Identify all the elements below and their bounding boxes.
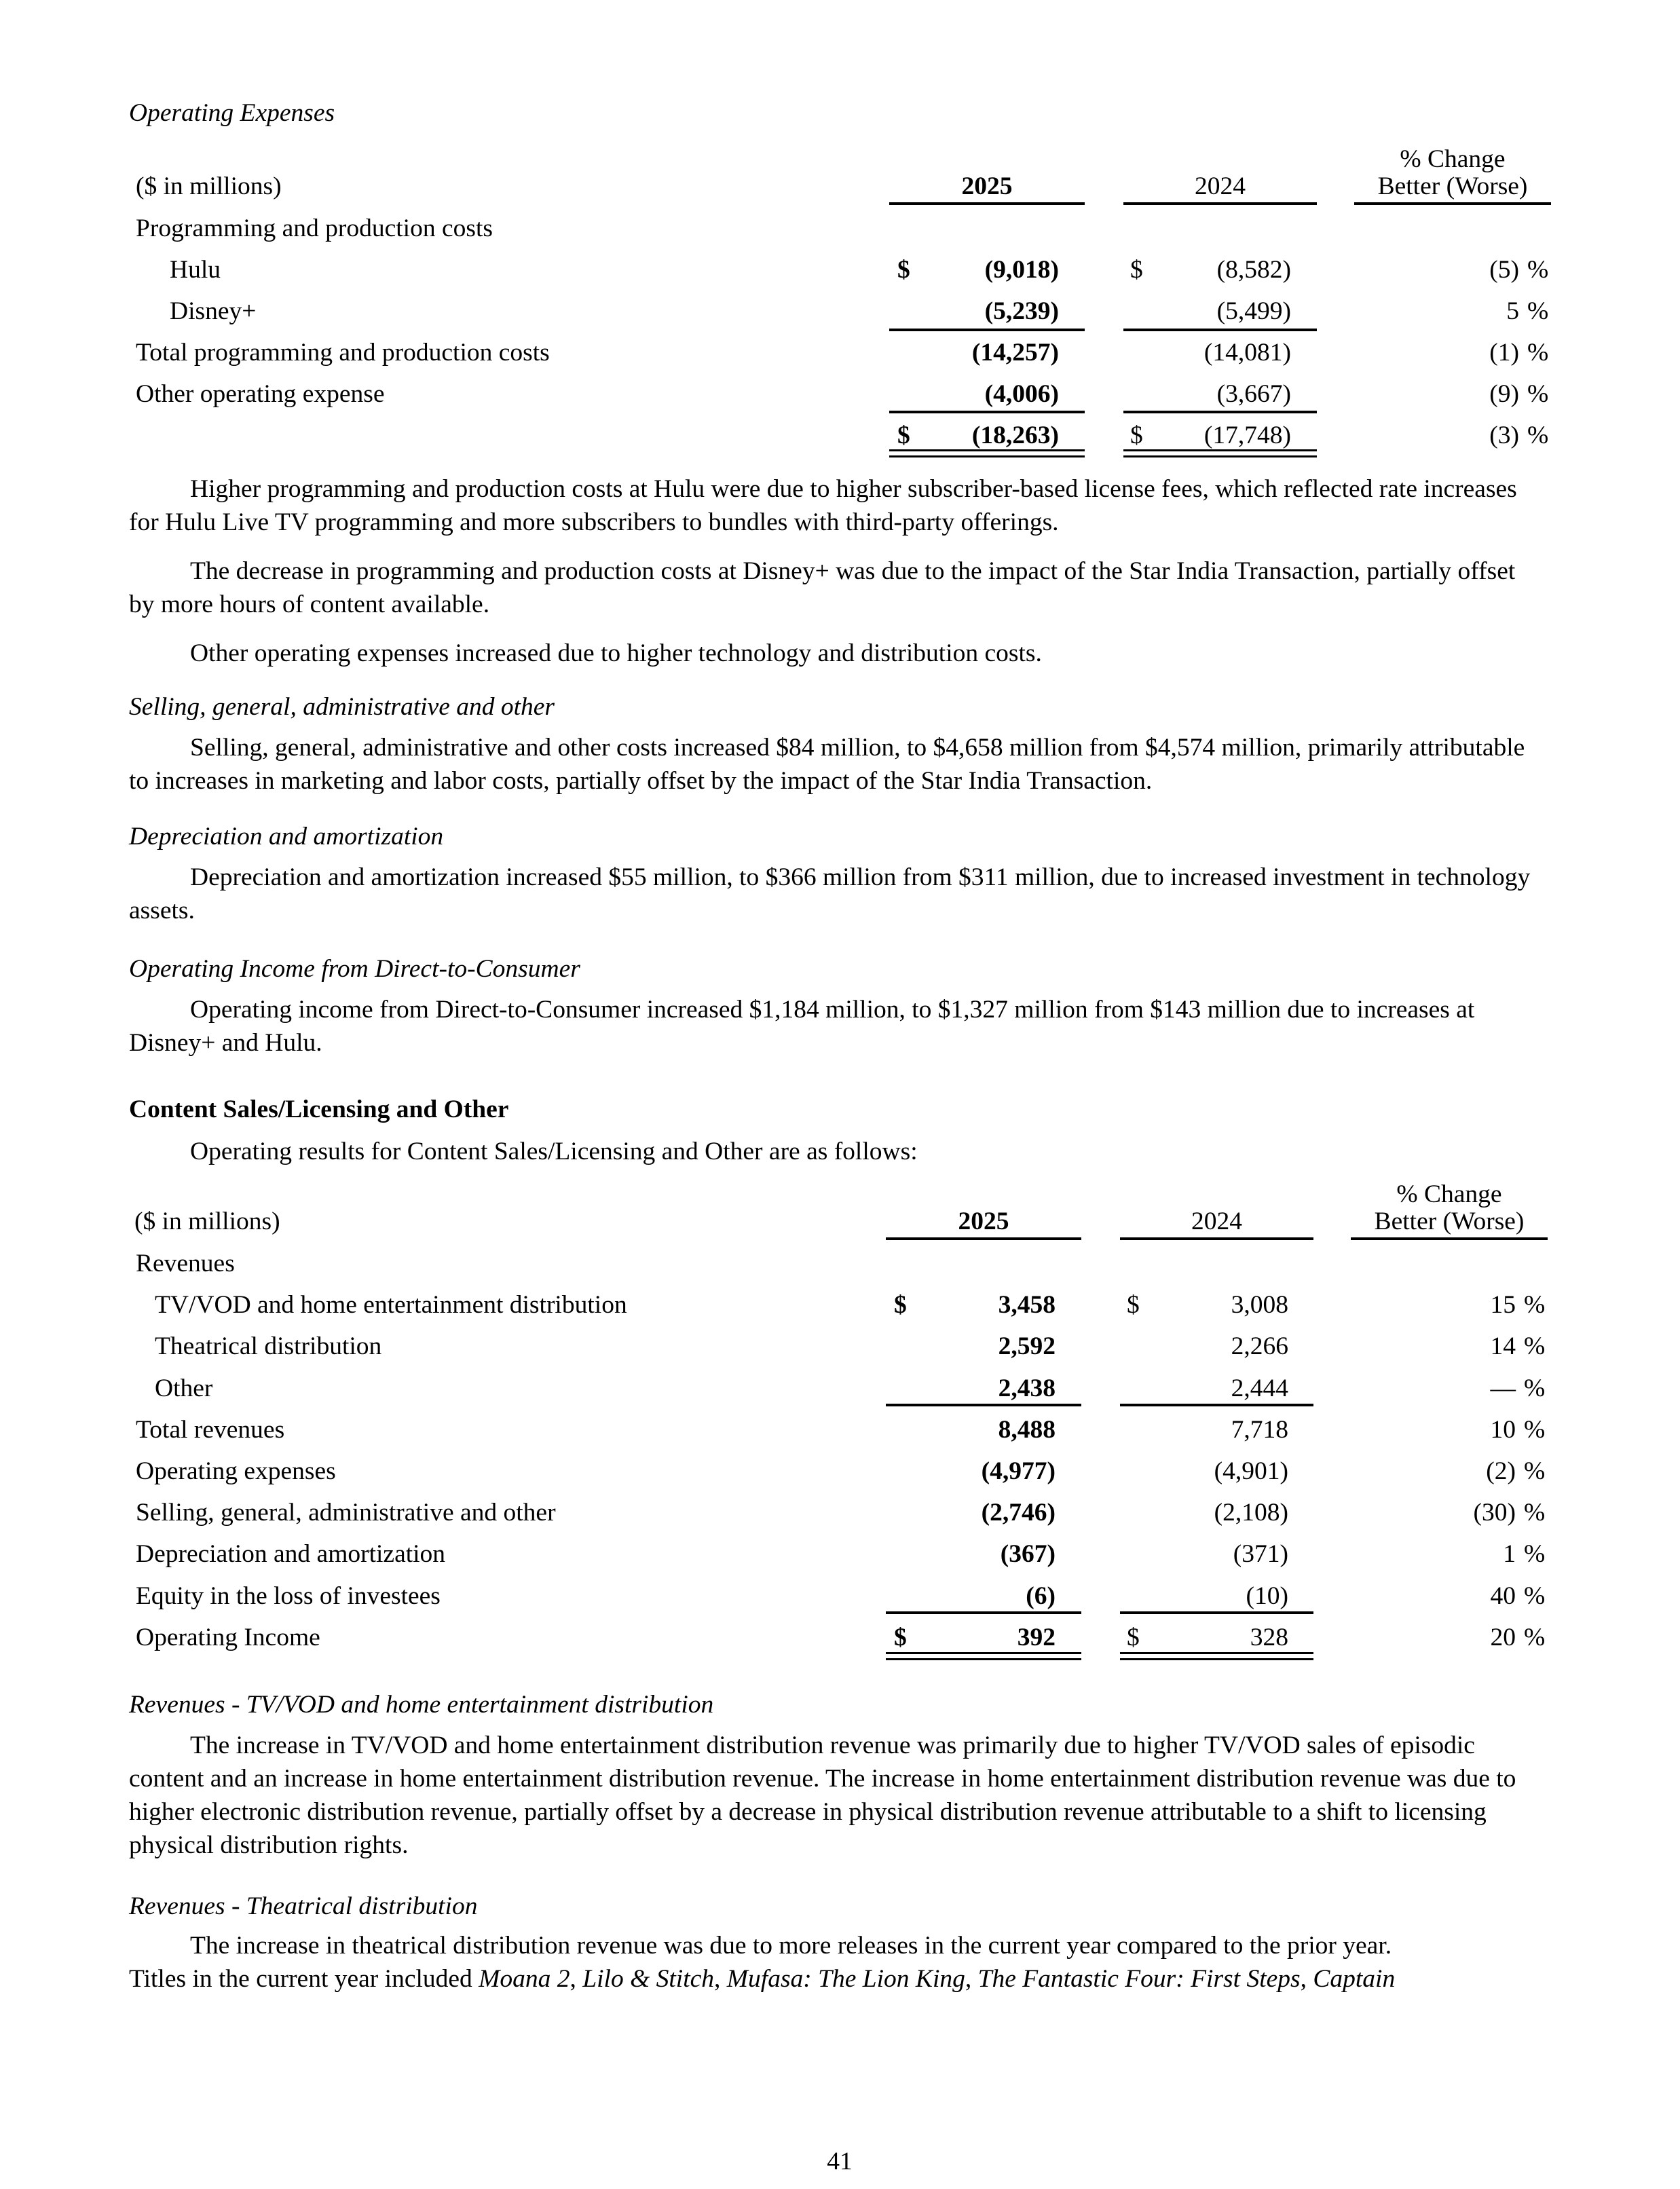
value-2024: (4,901) (1214, 1457, 1288, 1485)
total-double-rule (889, 449, 1085, 457)
change-value: 10 (1490, 1416, 1516, 1444)
value-2024: 2,444 (1231, 1374, 1288, 1402)
body-paragraph (129, 472, 1534, 539)
col-header-2024: 2024 (1195, 172, 1246, 200)
paragraph-text: Higher programming and production costs at Hulu were due to higher subscriber-based license fees, which reflected rate increases for Hulu Live TV programming and more subscribers to bundles with third-party offerings. (129, 475, 1517, 536)
percent-sign: % (1524, 1374, 1546, 1402)
change-value: (3) (1489, 422, 1519, 449)
percent-sign: % (1527, 256, 1549, 284)
row-label: Other (155, 1374, 213, 1402)
row-label: Depreciation and amortization (136, 1540, 446, 1568)
total-double-rule (1123, 449, 1317, 457)
film-title: Mufasa: The Lion King (726, 1965, 965, 1993)
value-2024: (3,667) (1216, 380, 1291, 408)
section-heading-operating-expenses: Operating Expenses (129, 99, 335, 127)
value-2025: (5,239) (984, 297, 1059, 325)
change-value: (5) (1489, 256, 1519, 284)
row-label: Programming and production costs (136, 214, 493, 242)
section-intro: Operating results for Content Sales/Licensing and Other are as follows: (190, 1138, 918, 1165)
value-2024: (17,748) (1203, 422, 1291, 449)
value-2024: (14,081) (1203, 339, 1291, 367)
percent-sign: % (1524, 1624, 1546, 1651)
theatrical-text-lead: Titles in the current year included (129, 1965, 472, 1993)
paragraph-text: The increase in TV/VOD and home entertainment distribution revenue was primarily due to higher TV/VOD sales of episodic content and an increase in home entertainment distribution revenue. The increase in home entertainment distribution revenue was due to higher electronic distribution revenue, partially offset by a decrease in physical distribution revenue attributable to a shift to licensing physical distribution rights. (129, 1732, 1516, 1859)
body-paragraph (129, 637, 1534, 670)
value-2024: 328 (1250, 1624, 1288, 1651)
subtotal-rule (886, 1404, 1081, 1406)
value-2024: 7,718 (1231, 1416, 1288, 1444)
film-title: Captain (1313, 1965, 1396, 1993)
row-label: Other operating expense (136, 380, 385, 408)
percent-sign: % (1527, 339, 1549, 367)
value-2025: 392 (1017, 1624, 1056, 1651)
row-label: Operating expenses (136, 1457, 336, 1485)
currency-2024: $ (1127, 1291, 1140, 1319)
theatrical-heading: Revenues - Theatrical distribution (129, 1892, 478, 1920)
header-rule (1351, 1237, 1548, 1240)
value-2025: (4,006) (984, 380, 1059, 408)
col-header-2024: 2024 (1191, 1208, 1242, 1235)
percent-sign: % (1524, 1291, 1546, 1319)
percent-sign: % (1524, 1540, 1546, 1568)
col-header-units: ($ in millions) (136, 172, 282, 200)
row-label: Total revenues (136, 1416, 285, 1444)
film-title: Moana 2 (479, 1965, 570, 1993)
film-title: The Fantastic Four: First Steps (977, 1965, 1301, 1993)
value-2024: 2,266 (1231, 1332, 1288, 1360)
percent-sign: % (1527, 380, 1549, 408)
row-label: Disney+ (170, 297, 257, 325)
change-value: (9) (1489, 380, 1519, 408)
row-label: TV/VOD and home entertainment distribution (155, 1291, 627, 1319)
percent-sign: % (1524, 1416, 1546, 1444)
value-2025: 2,438 (998, 1374, 1056, 1402)
film-title: Lilo & Stitch (582, 1965, 715, 1993)
header-rule (1354, 202, 1551, 205)
page-number: 41 (827, 2148, 853, 2175)
value-2025: (4,977) (981, 1457, 1056, 1485)
change-value: 14 (1490, 1332, 1516, 1360)
percent-sign: % (1524, 1582, 1546, 1610)
body-paragraph (129, 731, 1534, 798)
change-value: (30) (1473, 1499, 1516, 1527)
header-rule (1123, 202, 1317, 205)
subtotal-rule (889, 329, 1085, 331)
total-double-rule (886, 1652, 1081, 1660)
percent-sign: % (1524, 1499, 1546, 1527)
total-double-rule (1120, 1652, 1313, 1660)
body-paragraph (129, 555, 1534, 621)
col-header-change-line1: % Change (1400, 145, 1506, 173)
percent-sign: % (1524, 1332, 1546, 1360)
body-paragraph (129, 993, 1534, 1060)
row-label: Operating Income (136, 1624, 320, 1651)
value-2024: (8,582) (1216, 256, 1291, 284)
percent-sign: % (1527, 422, 1549, 449)
theatrical-titles: Moana 2, Lilo & Stitch, Mufasa: The Lion King, The Fantastic Four: First Steps, Captain (479, 1965, 1396, 1993)
col-header-change-line1: % Change (1396, 1180, 1502, 1208)
paragraph-text: The decrease in programming and production costs at Disney+ was due to the impact of the Star India Transaction, partially offset by more hours of content available. (129, 557, 1516, 618)
change-value: 1 (1503, 1540, 1516, 1568)
header-rule (886, 1237, 1081, 1240)
change-value: 20 (1490, 1624, 1516, 1651)
header-rule (889, 202, 1085, 205)
col-header-change-line2: Better (Worse) (1377, 172, 1528, 200)
value-2025: 2,592 (998, 1332, 1056, 1360)
value-2024: (10) (1246, 1582, 1288, 1610)
percent-sign: % (1524, 1457, 1546, 1485)
theatrical-text-line1: The increase in theatrical distribution revenue was due to more releases in the current year compared to the prior year. (190, 1932, 1392, 1960)
change-value: 15 (1490, 1291, 1516, 1319)
value-2024: (371) (1233, 1540, 1288, 1568)
subtotal-rule (1120, 1404, 1313, 1406)
subtotal-rule (886, 1611, 1081, 1614)
paragraph-text: Depreciation and amortization increased $55 million, to $366 million from $311 million, due to increased investment in technology assets. (129, 863, 1531, 924)
value-2024: (5,499) (1216, 297, 1291, 325)
subtotal-rule (1123, 411, 1317, 413)
col-header-2025: 2025 (961, 172, 1013, 200)
subtotal-rule (1123, 329, 1317, 331)
currency-2025: $ (897, 422, 910, 449)
value-2025: (2,746) (981, 1499, 1056, 1527)
section-heading-content-sales: Content Sales/Licensing and Other (129, 1096, 509, 1123)
change-value: 5 (1506, 297, 1519, 325)
value-2025: 8,488 (998, 1416, 1056, 1444)
value-2025: (6) (1026, 1582, 1056, 1610)
subtotal-rule (1120, 1611, 1313, 1614)
value-2024: (2,108) (1214, 1499, 1288, 1527)
row-label: Hulu (170, 256, 221, 284)
currency-2024: $ (1130, 256, 1143, 284)
percent-sign: % (1527, 297, 1549, 325)
paragraph-text: Other operating expenses increased due to higher technology and distribution costs. (190, 639, 1042, 667)
currency-2024: $ (1130, 422, 1143, 449)
subsection-heading: Selling, general, administrative and other (129, 693, 555, 721)
col-header-units: ($ in millions) (134, 1208, 280, 1235)
value-2025: (18,263) (971, 422, 1059, 449)
col-header-change-line2: Better (Worse) (1374, 1208, 1525, 1235)
theatrical-text-line2 (129, 1962, 1395, 1996)
subtotal-rule (889, 411, 1085, 413)
paragraph-text: Operating income from Direct-to-Consumer increased $1,184 million, to $1,327 million from $143 million due to increases at Disney+ and Hulu. (129, 996, 1475, 1057)
paragraph-text: Selling, general, administrative and other costs increased $84 million, to $4,658 million from $4,574 million, primarily attributable to increases in marketing and labor costs, partially offset by the impact of the Star India Transaction. (129, 734, 1525, 795)
change-value: (2) (1486, 1457, 1516, 1485)
currency-2025: $ (897, 256, 910, 284)
subsection-heading: Revenues - TV/VOD and home entertainment distribution (129, 1691, 714, 1719)
currency-2024: $ (1127, 1624, 1140, 1651)
row-label: Revenues (136, 1250, 235, 1277)
row-label: Equity in the loss of investees (136, 1582, 441, 1610)
value-2025: (14,257) (971, 339, 1059, 367)
value-2024: 3,008 (1231, 1291, 1288, 1319)
value-2025: (9,018) (984, 256, 1059, 284)
col-header-2025: 2025 (958, 1208, 1009, 1235)
value-2025: (367) (1000, 1540, 1056, 1568)
currency-2025: $ (894, 1291, 907, 1319)
change-value: (1) (1489, 339, 1519, 367)
body-paragraph (129, 1729, 1534, 1862)
value-2025: 3,458 (998, 1291, 1056, 1319)
change-value: 40 (1490, 1582, 1516, 1610)
body-paragraph (129, 861, 1534, 927)
change-value: — (1490, 1374, 1516, 1402)
currency-2025: $ (894, 1624, 907, 1651)
header-rule (1120, 1237, 1313, 1240)
subsection-heading: Depreciation and amortization (129, 823, 444, 850)
row-label: Total programming and production costs (136, 339, 550, 367)
row-label: Theatrical distribution (155, 1332, 382, 1360)
row-label: Selling, general, administrative and other (136, 1499, 556, 1527)
subsection-heading: Operating Income from Direct-to-Consumer (129, 955, 580, 983)
